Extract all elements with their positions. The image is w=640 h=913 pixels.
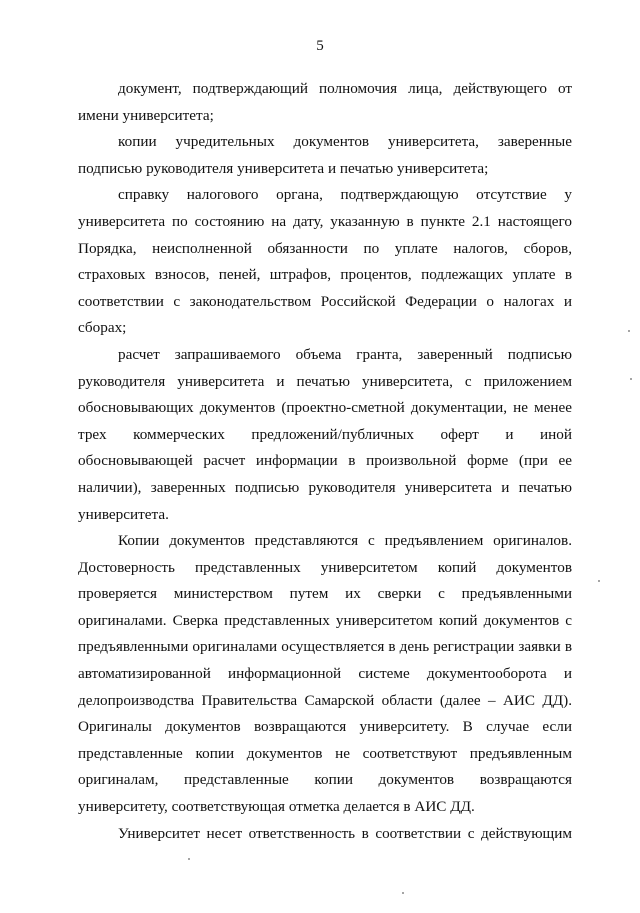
text-line: копии учредительных документов университета, заверенные bbox=[118, 133, 572, 151]
paragraph-grant-calculation bbox=[78, 342, 572, 528]
text-line: имени университета; bbox=[78, 106, 214, 124]
paragraph-originals bbox=[78, 528, 572, 821]
text-line: расчет запрашиваемого объема гранта, заверенный подписью bbox=[118, 345, 572, 363]
scan-speck bbox=[630, 378, 632, 380]
scan-speck bbox=[188, 858, 190, 860]
text-line: руководителя университета и печатью университета, с приложением bbox=[78, 372, 572, 390]
scan-speck bbox=[628, 330, 630, 332]
text-line: наличии), заверенных подписью руководителя университета и печатью bbox=[78, 478, 572, 496]
text-line: делопроизводства Правительства Самарской области (далее – АИС ДД). bbox=[78, 691, 572, 709]
text-line: университету, соответствующая отметка делается в АИС ДД. bbox=[78, 798, 475, 816]
text-line: подписью руководителя университета и печатью университета; bbox=[78, 159, 489, 177]
paragraph-founding-docs bbox=[78, 129, 572, 182]
text-line: предъявленными оригиналами осуществляется в день регистрации заявки в bbox=[78, 638, 572, 656]
scan-speck bbox=[598, 580, 600, 582]
text-line: университета по состоянию на дату, указанную в пункте 2.1 настоящего bbox=[78, 212, 572, 230]
text-line: проверяется министерством путем их сверки с предъявленными bbox=[78, 585, 572, 603]
text-line: обосновывающих документов (проектно-сметной документации, не менее bbox=[78, 399, 572, 417]
text-line: оригиналами. Сверка представленных университетом копий документов с bbox=[78, 611, 572, 629]
scan-speck bbox=[402, 892, 404, 894]
text-line: страховых взносов, пеней, штрафов, процентов, подлежащих уплате в bbox=[78, 266, 572, 284]
document-body bbox=[78, 76, 572, 847]
text-line: автоматизированной информационной системе документооборота и bbox=[78, 665, 572, 683]
text-line: Достоверность представленных университетом копий документов bbox=[78, 558, 572, 576]
paragraph-responsibility bbox=[78, 821, 572, 848]
text-line: оригиналам, представленные копии документов возвращаются bbox=[78, 771, 572, 789]
text-line: справку налогового органа, подтверждающую отсутствие у bbox=[118, 186, 572, 204]
text-line: представленные копии документов не соответствуют предъявленным bbox=[78, 744, 572, 762]
text-line: соответствии с законодательством Российской Федерации о налогах и bbox=[78, 292, 572, 310]
text-line: сборах; bbox=[78, 319, 127, 337]
paragraph-authority-doc bbox=[78, 76, 572, 129]
text-line: трех коммерческих предложений/публичных оферт и иной bbox=[78, 425, 572, 443]
page-number: 5 bbox=[316, 38, 324, 54]
text-line: документ, подтверждающий полномочия лица, действующего от bbox=[118, 80, 572, 97]
paragraph-tax-certificate bbox=[78, 182, 572, 342]
text-line: Копии документов представляются с предъявлением оригиналов. bbox=[118, 532, 572, 550]
text-line: Порядка, неисполненной обязанности по уплате налогов, сборов, bbox=[78, 239, 572, 257]
text-line: Университет несет ответственность в соответствии с действующим bbox=[118, 824, 572, 842]
text-line: обосновывающей расчет информации в произвольной форме (при ее bbox=[78, 452, 572, 470]
text-line: Оригиналы документов возвращаются университету. В случае если bbox=[78, 718, 572, 736]
text-line: университета. bbox=[78, 505, 169, 523]
